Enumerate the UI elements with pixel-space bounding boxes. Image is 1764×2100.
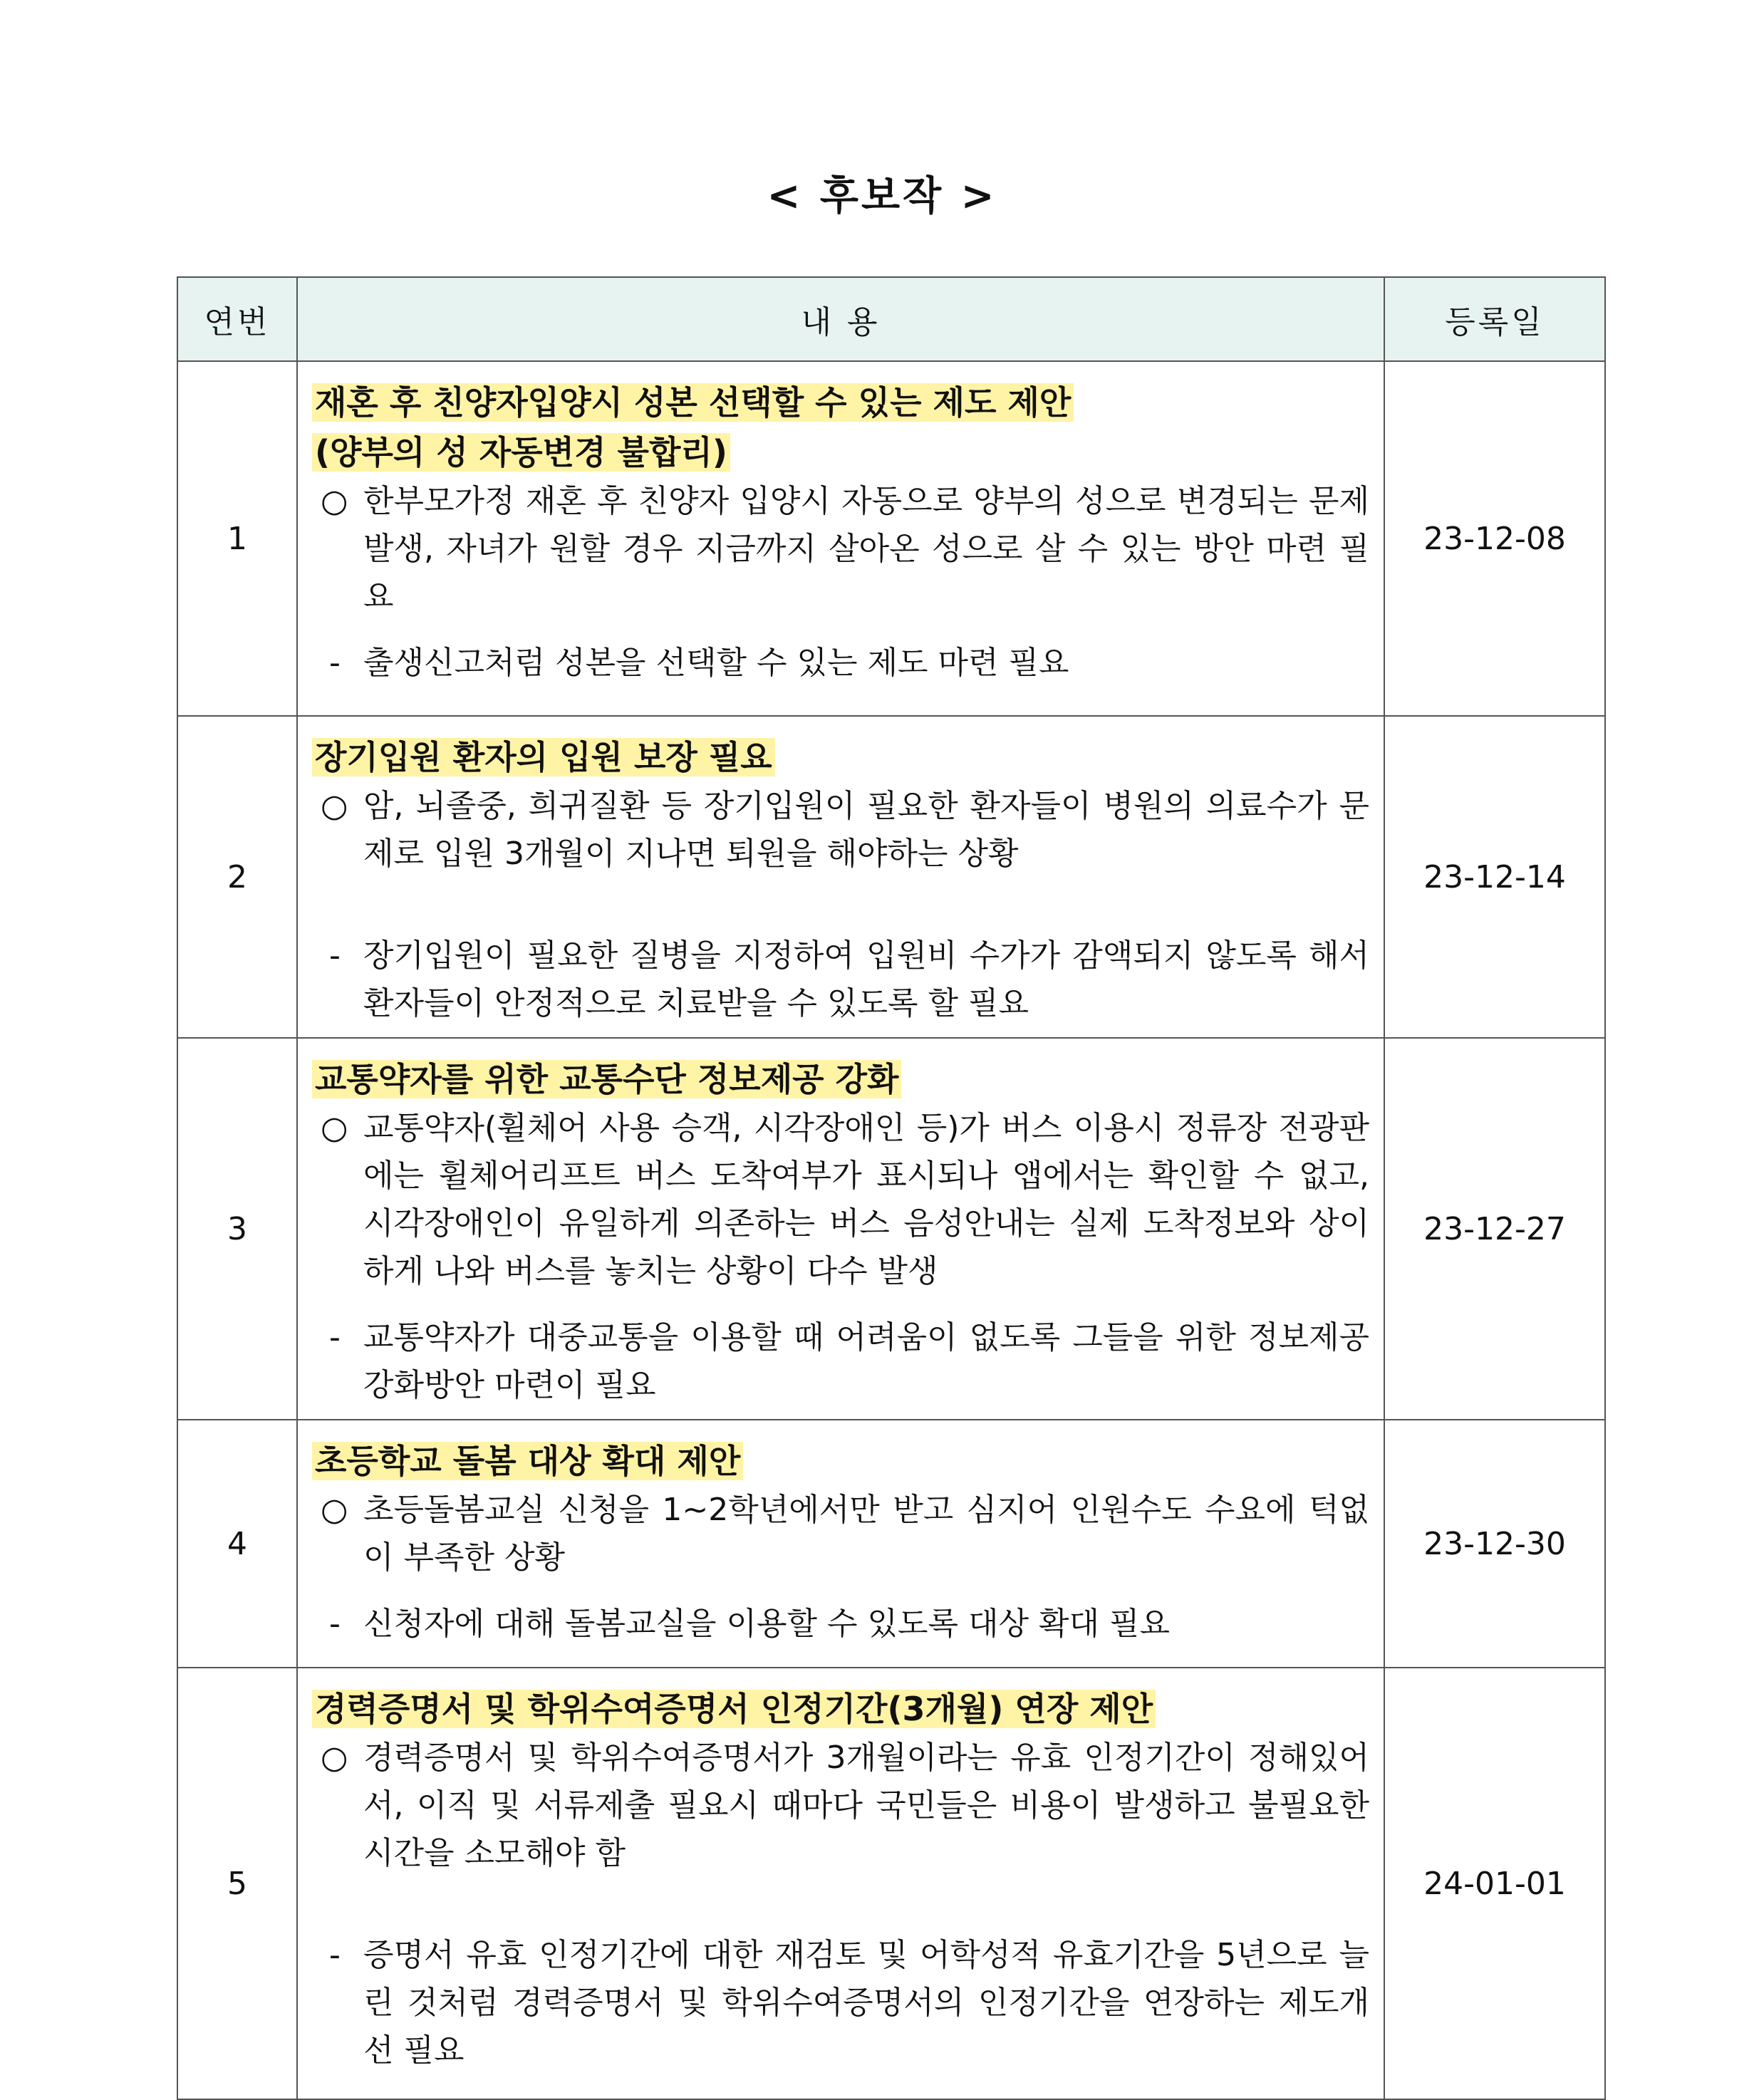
- dash-bullet-icon: -: [329, 1319, 341, 1356]
- row-number: 2: [177, 716, 297, 1038]
- row-number: 5: [177, 1668, 297, 2099]
- proposal-detail: [312, 1314, 1369, 1409]
- problem-statement: [312, 1486, 1369, 1581]
- row-content: [297, 716, 1384, 1038]
- table-body: [177, 361, 1605, 2099]
- table-row: [177, 1420, 1605, 1668]
- proposal-title: [312, 1436, 1369, 1486]
- problem-text: 초등돌봄교실 신청을 1~2학년에서만 받고 심지어 인원수도 수요에 턱없이 부족한 상황: [363, 1492, 1369, 1576]
- row-content: [297, 1668, 1384, 2099]
- header-no: 연번: [177, 277, 297, 361]
- detail-text: 신청자에 대해 돌봄교실을 이용할 수 있도록 대상 확대 필요: [363, 1606, 1170, 1642]
- proposal-title: [312, 732, 1369, 782]
- problem-text: 한부모가정 재혼 후 친양자 입양시 자동으로 양부의 성으로 변경되는 문제 발생, 자녀가 원할 경우 지금까지 살아온 성으로 살 수 있는 방안 마련 필요: [363, 483, 1369, 615]
- proposal-title: [312, 1054, 1369, 1104]
- circle-bullet-icon: ○: [321, 1492, 348, 1528]
- dash-bullet-icon: -: [329, 937, 341, 974]
- row-number: 3: [177, 1038, 297, 1420]
- circle-bullet-icon: ○: [321, 1110, 348, 1146]
- table-row: [177, 361, 1605, 716]
- row-content: [297, 1420, 1384, 1668]
- row-content: [297, 361, 1384, 716]
- dash-bullet-icon: -: [329, 645, 341, 681]
- circle-bullet-icon: ○: [321, 483, 348, 519]
- proposal-detail: [312, 639, 1369, 687]
- detail-text: 출생신고처럼 성본을 선택할 수 있는 제도 마련 필요: [363, 645, 1069, 681]
- detail-text: 증명서 유효 인정기간에 대한 재검토 및 어학성적 유효기간을 5년으로 늘린 것처럼 경력증명서 및 학위수여증명서의 인정기간을 연장하는 제도개선 필요: [363, 1937, 1369, 2069]
- row-content: [297, 1038, 1384, 1420]
- problem-statement: [312, 477, 1369, 620]
- circle-bullet-icon: ○: [321, 1740, 348, 1776]
- detail-text: 장기입원이 필요한 질병을 지정하여 입원비 수가가 감액되지 않도록 해서 환자들이 안정적으로 치료받을 수 있도록 할 필요: [363, 937, 1369, 1022]
- proposal-title-line: 교통약자를 위한 교통수단 정보제공 강화: [312, 1060, 901, 1098]
- proposal-title-line: 경력증명서 및 학위수여증명서 인정기간(3개월) 연장 제안: [312, 1690, 1156, 1728]
- dash-bullet-icon: -: [329, 1606, 341, 1642]
- table-header: [177, 277, 1605, 361]
- proposal-detail: [312, 1600, 1369, 1648]
- registration-date: 24-01-01: [1384, 1668, 1605, 2099]
- circle-bullet-icon: ○: [321, 788, 348, 824]
- dash-bullet-icon: -: [329, 1937, 341, 1973]
- registration-date: 23-12-30: [1384, 1420, 1605, 1668]
- proposal-title-line: 재혼 후 친양자입양시 성본 선택할 수 있는 제도 제안: [312, 383, 1074, 422]
- table-row: [177, 1668, 1605, 2099]
- problem-statement: [312, 1734, 1369, 1877]
- problem-text: 교통약자(휠체어 사용 승객, 시각장애인 등)가 버스 이용시 정류장 전광판에는 휠체어리프트 버스 도착여부가 표시되나 앱에서는 확인할 수 없고, 시각장애인이 유일하게 의존하는 버스 음성안내는 실제 도착정보와 상이하게 나와 버스를 놓치는 상황이 다수 발생: [363, 1110, 1369, 1289]
- header-date: 등록일: [1384, 277, 1605, 361]
- proposal-title: [312, 1684, 1369, 1734]
- proposal-detail: [312, 932, 1369, 1027]
- proposal-title-line: (양부의 성 자동변경 불합리): [312, 433, 730, 472]
- problem-statement: [312, 782, 1369, 878]
- registration-date: 23-12-14: [1384, 716, 1605, 1038]
- detail-text: 교통약자가 대중교통을 이용할 때 어려움이 없도록 그들을 위한 정보제공 강화방안 마련이 필요: [363, 1319, 1369, 1403]
- registration-date: 23-12-27: [1384, 1038, 1605, 1420]
- proposal-title-line: 초등학교 돌봄 대상 확대 제안: [312, 1442, 743, 1480]
- problem-text: 암, 뇌졸중, 희귀질환 등 장기입원이 필요한 환자들이 병원의 의료수가 문제로 입원 3개월이 지나면 퇴원을 해야하는 상황: [363, 788, 1369, 872]
- table-row: [177, 1038, 1605, 1420]
- registration-date: 23-12-08: [1384, 361, 1605, 716]
- row-number: 4: [177, 1420, 297, 1668]
- problem-text: 경력증명서 및 학위수여증명서가 3개월이라는 유효 인정기간이 정해있어서, 이직 및 서류제출 필요시 때마다 국민들은 비용이 발생하고 불필요한 시간을 소모해야 함: [363, 1740, 1369, 1871]
- header-row: [177, 277, 1605, 361]
- row-number: 1: [177, 361, 297, 716]
- proposal-table: [177, 276, 1606, 2100]
- document-title: < 후보작 >: [767, 173, 997, 219]
- problem-statement: [312, 1104, 1369, 1295]
- table-row: [177, 716, 1605, 1038]
- proposal-detail: [312, 1931, 1369, 2074]
- proposal-title: [312, 378, 1369, 477]
- proposal-title-line: 장기입원 환자의 입원 보장 필요: [312, 738, 775, 776]
- header-content: 내 용: [297, 277, 1384, 361]
